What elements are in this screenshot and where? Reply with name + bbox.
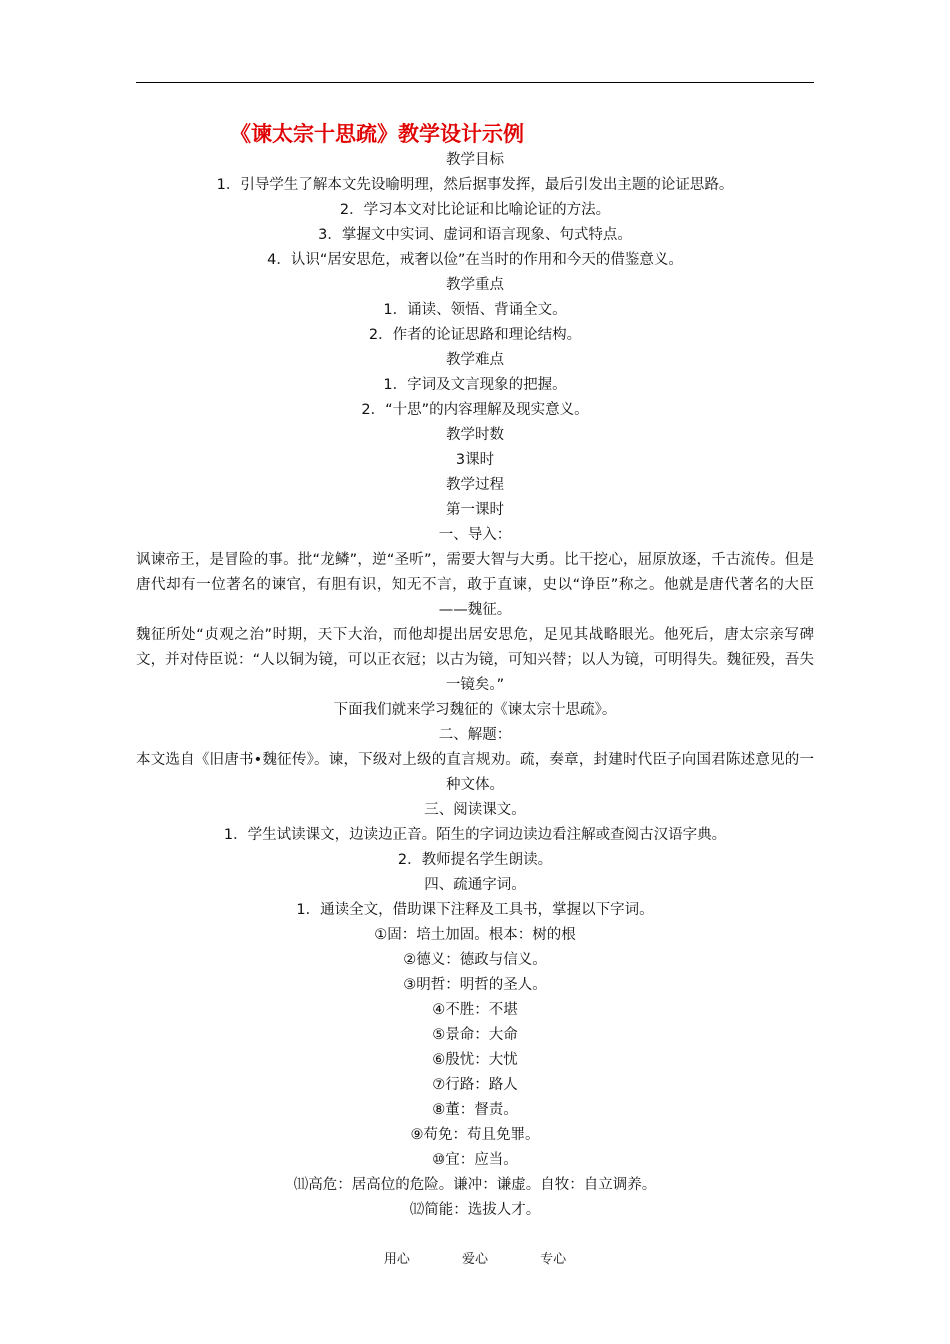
footer-text-1: 用心: [383, 1252, 410, 1267]
body-line: ⑾高危：居高位的危险。谦冲：谦虚。自牧：自立调养。: [293, 1177, 657, 1193]
footer-text-2: 爱心: [461, 1252, 488, 1267]
body-line: 三、阅读课文。: [424, 802, 526, 818]
header-rule: [136, 82, 814, 83]
body-line: 1．引导学生了解本文先设喻明理，然后据事发挥，最后引发出主题的论证思路。: [216, 177, 734, 193]
body-line: 1．学生试读课文，边读边正音。陌生的字词边读边看注解或查阅古汉语字典。: [223, 827, 727, 843]
body-line: ⑨苟免：苟且免罪。: [410, 1127, 540, 1143]
page-title: 《谏太宗十思疏》教学设计示例: [230, 121, 524, 146]
body-line: ④不胜：不堪: [432, 1002, 518, 1018]
body-paragraph: 本文选自《旧唐书•魏征传》。谏，下级对上级的直言规劝。疏，奏章，封建时代臣子向国君陈述意见的一种文体。: [136, 752, 814, 793]
body-paragraph: 魏征所处“贞观之治”时期，天下大治，而他却提出居安思危，足见其战略眼光。他死后，唐太宗亲写碑文，并对侍臣说：“人以铜为镜，可以正衣冠；以古为镜，可知兴替；以人为镜，可明得失。魏征殁，吾失一镜矣。”: [136, 627, 814, 693]
body-line: 3．掌握文中实词、虚词和语言现象、句式特点。: [318, 227, 632, 243]
body-line: 四、疏通字词。: [424, 877, 526, 893]
body-line: 3课时: [455, 452, 495, 468]
body-line: 1．诵读、领悟、背诵全文。: [383, 302, 567, 318]
body-line: ⑤景命：大命: [432, 1027, 518, 1043]
body-line: 1．通读全文，借助课下注释及工具书，掌握以下字词。: [296, 902, 654, 918]
body-line: ⑩宜：应当。: [432, 1152, 518, 1168]
body-line: 2．教师提名学生朗读。: [397, 852, 553, 868]
body-line: ⑿简能：选拔人才。: [409, 1202, 541, 1218]
body-line: ⑥殷忧：大忧: [432, 1052, 518, 1068]
body-line: 2．作者的论证思路和理论结构。: [368, 327, 582, 343]
body-line: 教学目标: [446, 152, 504, 168]
body-line: 教学难点: [446, 352, 504, 368]
body-line: 教学重点: [446, 277, 504, 293]
body-line: ⑧董：督责。: [432, 1102, 518, 1118]
body-line: ②德义：德政与信义。: [403, 952, 547, 968]
body-line: 2．“十思”的内容理解及现实意义。: [361, 402, 589, 418]
body-line: 一、导入：: [438, 527, 512, 543]
body-line: 第一课时: [446, 502, 504, 518]
body-line: 1．字词及文言现象的把握。: [383, 377, 567, 393]
body-line: 下面我们就来学习魏征的《谏太宗十思疏》。: [333, 702, 617, 718]
page-footer: [0, 1248, 950, 1267]
footer-text-3: 专心: [540, 1252, 567, 1267]
document-body: [136, 148, 814, 1223]
body-line: 二、解题：: [438, 727, 512, 743]
body-line: ①固：培土加固。根本：树的根: [374, 927, 576, 943]
body-line: ⑦行路：路人: [432, 1077, 518, 1093]
body-line: 4．认识“居安思危，戒奢以俭”在当时的作用和今天的借鉴意义。: [267, 252, 683, 268]
body-line: 2．学习本文对比论证和比喻论证的方法。: [339, 202, 611, 218]
body-line: 教学过程: [446, 477, 504, 493]
body-line: ③明哲：明哲的圣人。: [403, 977, 547, 993]
body-line: 教学时数: [446, 427, 504, 443]
body-paragraph: 讽谏帝王，是冒险的事。批“龙鳞”，逆“圣听”，需要大智与大勇。比干挖心，屈原放逐，千古流传。但是唐代却有一位著名的谏官，有胆有识，知无不言，敢于直谏，史以“诤臣”称之。他就是唐代著名的大臣——魏征。: [136, 552, 814, 618]
